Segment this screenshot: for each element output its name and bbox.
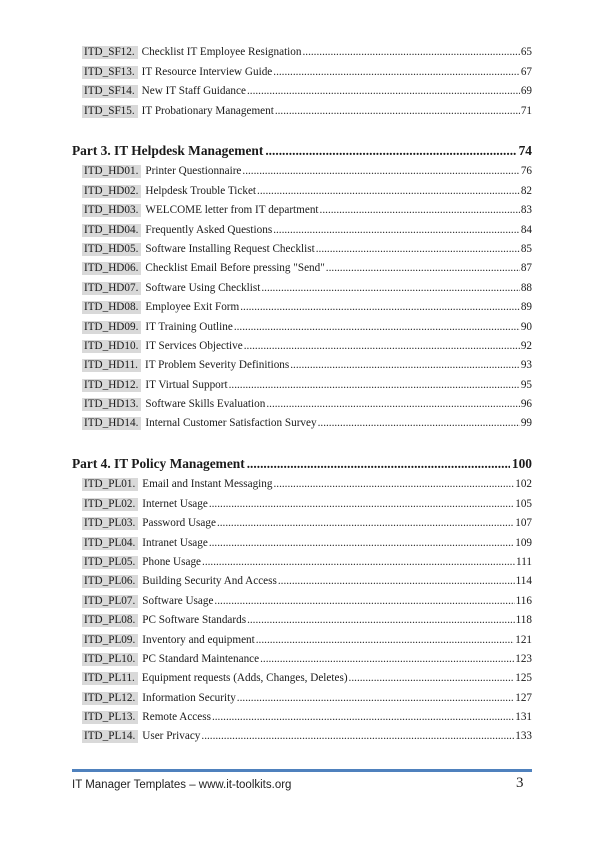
toc-code: ITD_PL07. — [82, 595, 138, 608]
toc-page: 111 — [516, 555, 532, 568]
toc-entry[interactable] — [82, 411, 532, 430]
toc-leader — [209, 537, 514, 550]
toc-code: ITD_PL04. — [82, 537, 138, 550]
part-page: 100 — [511, 456, 532, 471]
toc-page: 65 — [520, 46, 532, 59]
toc-code: ITD_HD14. — [82, 417, 141, 430]
toc-title: Intranet Usage — [142, 536, 208, 549]
toc-leader — [318, 417, 520, 430]
toc-code: ITD_HD08. — [82, 301, 141, 314]
toc-title: Employee Exit Form — [145, 301, 240, 314]
toc-title: Remote Access — [142, 711, 211, 724]
toc-title: Software Usage — [142, 594, 214, 607]
toc-entry[interactable] — [82, 608, 532, 627]
toc-entry[interactable] — [82, 178, 532, 197]
toc-entry[interactable] — [82, 550, 532, 569]
toc-title: Internet Usage — [142, 497, 208, 510]
toc-title: Helpdesk Trouble Ticket — [145, 184, 257, 197]
toc-code: ITD_SF14. — [82, 85, 138, 98]
toc-page: 109 — [515, 536, 532, 549]
toc-entry[interactable] — [82, 392, 532, 411]
toc-leader — [326, 262, 520, 275]
toc-page: 82 — [520, 184, 532, 197]
toc-entry[interactable] — [82, 334, 532, 353]
part-heading[interactable] — [72, 456, 532, 472]
toc-page: 114 — [515, 575, 532, 588]
toc-page: 87 — [520, 262, 532, 275]
toc-code: ITD_PL05. — [82, 556, 138, 569]
toc-code: ITD_HD05. — [82, 243, 141, 256]
toc-page: 76 — [520, 165, 532, 178]
toc-page: 71 — [520, 104, 532, 117]
toc-page: 84 — [520, 223, 532, 236]
toc-title: Information Security — [142, 691, 236, 704]
toc-leader — [273, 66, 520, 79]
toc-entry[interactable] — [82, 472, 532, 491]
toc-leader — [256, 634, 514, 647]
toc-entry[interactable] — [82, 627, 532, 646]
toc-page: 90 — [520, 320, 532, 333]
toc-leader — [202, 556, 515, 569]
toc-entry[interactable] — [82, 217, 532, 236]
toc-leader — [229, 379, 520, 392]
toc-leader — [214, 595, 514, 608]
toc-leader — [261, 282, 519, 295]
toc-entry[interactable] — [82, 198, 532, 217]
toc-code: ITD_PL01. — [82, 478, 138, 491]
toc-entry[interactable] — [82, 353, 532, 372]
toc-code: ITD_HD12. — [82, 379, 141, 392]
toc-page: 123 — [515, 652, 532, 665]
toc-code: ITD_HD06. — [82, 262, 141, 275]
toc-title: Equipment requests (Adds, Changes, Deletes) — [141, 672, 348, 685]
toc-entry[interactable] — [82, 59, 532, 78]
part-heading[interactable] — [72, 143, 532, 159]
toc-page: 133 — [515, 730, 532, 743]
toc-code: ITD_PL08. — [82, 614, 138, 627]
toc-title: Inventory and equipment — [142, 633, 255, 646]
toc-code: ITD_PL10. — [82, 653, 138, 666]
part-page: 74 — [518, 143, 532, 158]
toc-code: ITD_HD01. — [82, 165, 141, 178]
toc-entry[interactable] — [82, 98, 532, 117]
toc-leader — [278, 575, 515, 588]
toc-title: IT Virtual Support — [145, 378, 228, 391]
toc-page: 69 — [520, 85, 532, 98]
toc-leader — [242, 165, 519, 178]
toc-page: 96 — [520, 398, 532, 411]
toc-leader — [260, 653, 514, 666]
toc-title: Internal Customer Satisfaction Survey — [145, 417, 317, 430]
toc-entry[interactable] — [82, 666, 532, 685]
toc-code: ITD_PL03. — [82, 517, 138, 530]
toc-entry[interactable] — [82, 724, 532, 743]
toc-leader — [320, 204, 520, 217]
toc-code: ITD_HD11. — [82, 359, 141, 372]
toc-leader — [209, 498, 514, 511]
toc-code: ITD_HD13. — [82, 398, 141, 411]
toc-title: Software Using Checklist — [145, 281, 261, 294]
toc-entry[interactable] — [82, 569, 532, 588]
toc-entry[interactable] — [82, 511, 532, 530]
toc-page: 85 — [520, 242, 532, 255]
toc-entry[interactable] — [82, 685, 532, 704]
toc-leader — [302, 46, 519, 59]
toc-page: 92 — [520, 339, 532, 352]
toc-leader — [273, 224, 520, 237]
toc-leader — [244, 340, 520, 353]
toc-page: 88 — [520, 281, 532, 294]
toc-title: Software Skills Evaluation — [145, 398, 266, 411]
toc-leader — [212, 711, 514, 724]
toc-entry[interactable] — [82, 530, 532, 549]
toc-leader — [240, 301, 520, 314]
toc-code: ITD_HD04. — [82, 224, 141, 237]
toc-page: 131 — [515, 711, 532, 724]
toc-title: IT Services Objective — [145, 339, 243, 352]
toc-page: 125 — [515, 672, 532, 685]
toc-title: PC Software Standards — [142, 614, 247, 627]
toc-entry[interactable] — [82, 588, 532, 607]
toc-leader — [217, 517, 514, 530]
toc-code: ITD_PL14. — [82, 730, 138, 743]
toc-page: 116 — [515, 594, 532, 607]
toc-code: ITD_SF13. — [82, 66, 138, 79]
toc-page: 89 — [520, 301, 532, 314]
toc-leader — [247, 85, 520, 98]
part-title: Part 3. IT Helpdesk Management — [72, 143, 264, 158]
toc-title: Phone Usage — [142, 555, 202, 568]
toc-title: Checklist Email Before pressing "Send" — [145, 262, 325, 275]
toc-page: 118 — [515, 614, 532, 627]
toc-title: WELCOME letter from IT department — [145, 204, 319, 217]
toc-entry[interactable] — [82, 40, 532, 59]
toc-code: ITD_PL11. — [82, 672, 138, 685]
toc-page: 127 — [515, 691, 532, 704]
toc-page: 107 — [515, 517, 532, 530]
toc-title: PC Standard Maintenance — [142, 652, 260, 665]
toc-code: ITD_PL13. — [82, 711, 138, 724]
footer-text: IT Manager Templates – www.it-toolkits.org — [72, 779, 292, 791]
toc-leader — [273, 478, 514, 491]
toc-leader — [265, 143, 516, 159]
toc-code: ITD_PL02. — [82, 498, 138, 511]
toc-code: ITD_PL09. — [82, 634, 138, 647]
toc-page: 121 — [515, 633, 532, 646]
toc-title: IT Resource Interview Guide — [141, 65, 273, 78]
toc-entry[interactable] — [82, 647, 532, 666]
toc-code: ITD_SF15. — [82, 105, 138, 118]
toc-leader — [247, 456, 510, 472]
toc-entry[interactable] — [82, 491, 532, 510]
toc-title: IT Probationary Management — [141, 104, 274, 117]
toc-code: ITD_HD07. — [82, 282, 141, 295]
toc-code: ITD_HD03. — [82, 204, 141, 217]
toc-page: 105 — [515, 497, 532, 510]
toc-code: ITD_HD10. — [82, 340, 141, 353]
toc-title: User Privacy — [142, 730, 201, 743]
toc-title: Building Security And Access — [142, 575, 277, 588]
footer-rule — [72, 769, 532, 772]
toc-title: New IT Staff Guidance — [141, 85, 246, 98]
toc-leader — [247, 614, 515, 627]
toc-leader — [275, 105, 520, 118]
toc-code: ITD_HD02. — [82, 185, 141, 198]
toc-title: Email and Instant Messaging — [142, 478, 273, 491]
toc-leader — [234, 321, 520, 334]
toc-group-hd — [82, 159, 532, 430]
toc-group-pl — [82, 472, 532, 743]
toc-title: Printer Questionnaire — [145, 165, 242, 178]
toc-leader — [257, 185, 520, 198]
toc-title: Frequently Asked Questions — [145, 223, 273, 236]
toc-group-sf — [82, 40, 532, 118]
toc-page: 102 — [515, 478, 532, 491]
toc-code: ITD_SF12. — [82, 46, 138, 59]
toc-page: 83 — [520, 204, 532, 217]
toc-entry[interactable] — [82, 237, 532, 256]
toc-page: 67 — [520, 65, 532, 78]
toc-leader — [237, 692, 514, 705]
toc-entry[interactable] — [82, 705, 532, 724]
toc-page: 99 — [520, 417, 532, 430]
toc-entry[interactable] — [82, 256, 532, 275]
toc-leader — [201, 730, 514, 743]
toc-entry[interactable] — [82, 79, 532, 98]
toc-entry[interactable] — [82, 275, 532, 294]
toc-leader — [266, 398, 519, 411]
toc-title: IT Problem Severity Definitions — [144, 359, 290, 372]
footer-page-number: 3 — [516, 775, 524, 791]
toc-leader — [316, 243, 520, 256]
toc-code: ITD_PL06. — [82, 575, 138, 588]
toc-entry[interactable] — [82, 295, 532, 314]
toc-entry[interactable] — [82, 159, 532, 178]
toc-entry[interactable] — [82, 372, 532, 391]
toc-code: ITD_HD09. — [82, 321, 141, 334]
toc-entry[interactable] — [82, 314, 532, 333]
toc-page: 95 — [520, 378, 532, 391]
part-title: Part 4. IT Policy Management — [72, 456, 245, 471]
toc-leader — [349, 672, 515, 685]
toc-code: ITD_PL12. — [82, 692, 138, 705]
toc-title: Checklist IT Employee Resignation — [141, 46, 302, 59]
toc-title: Software Installing Request Checklist — [145, 242, 315, 255]
toc-title: Password Usage — [142, 517, 216, 530]
toc-page: 93 — [520, 359, 532, 372]
toc-leader — [290, 359, 520, 372]
toc-title: IT Training Outline — [145, 320, 233, 333]
